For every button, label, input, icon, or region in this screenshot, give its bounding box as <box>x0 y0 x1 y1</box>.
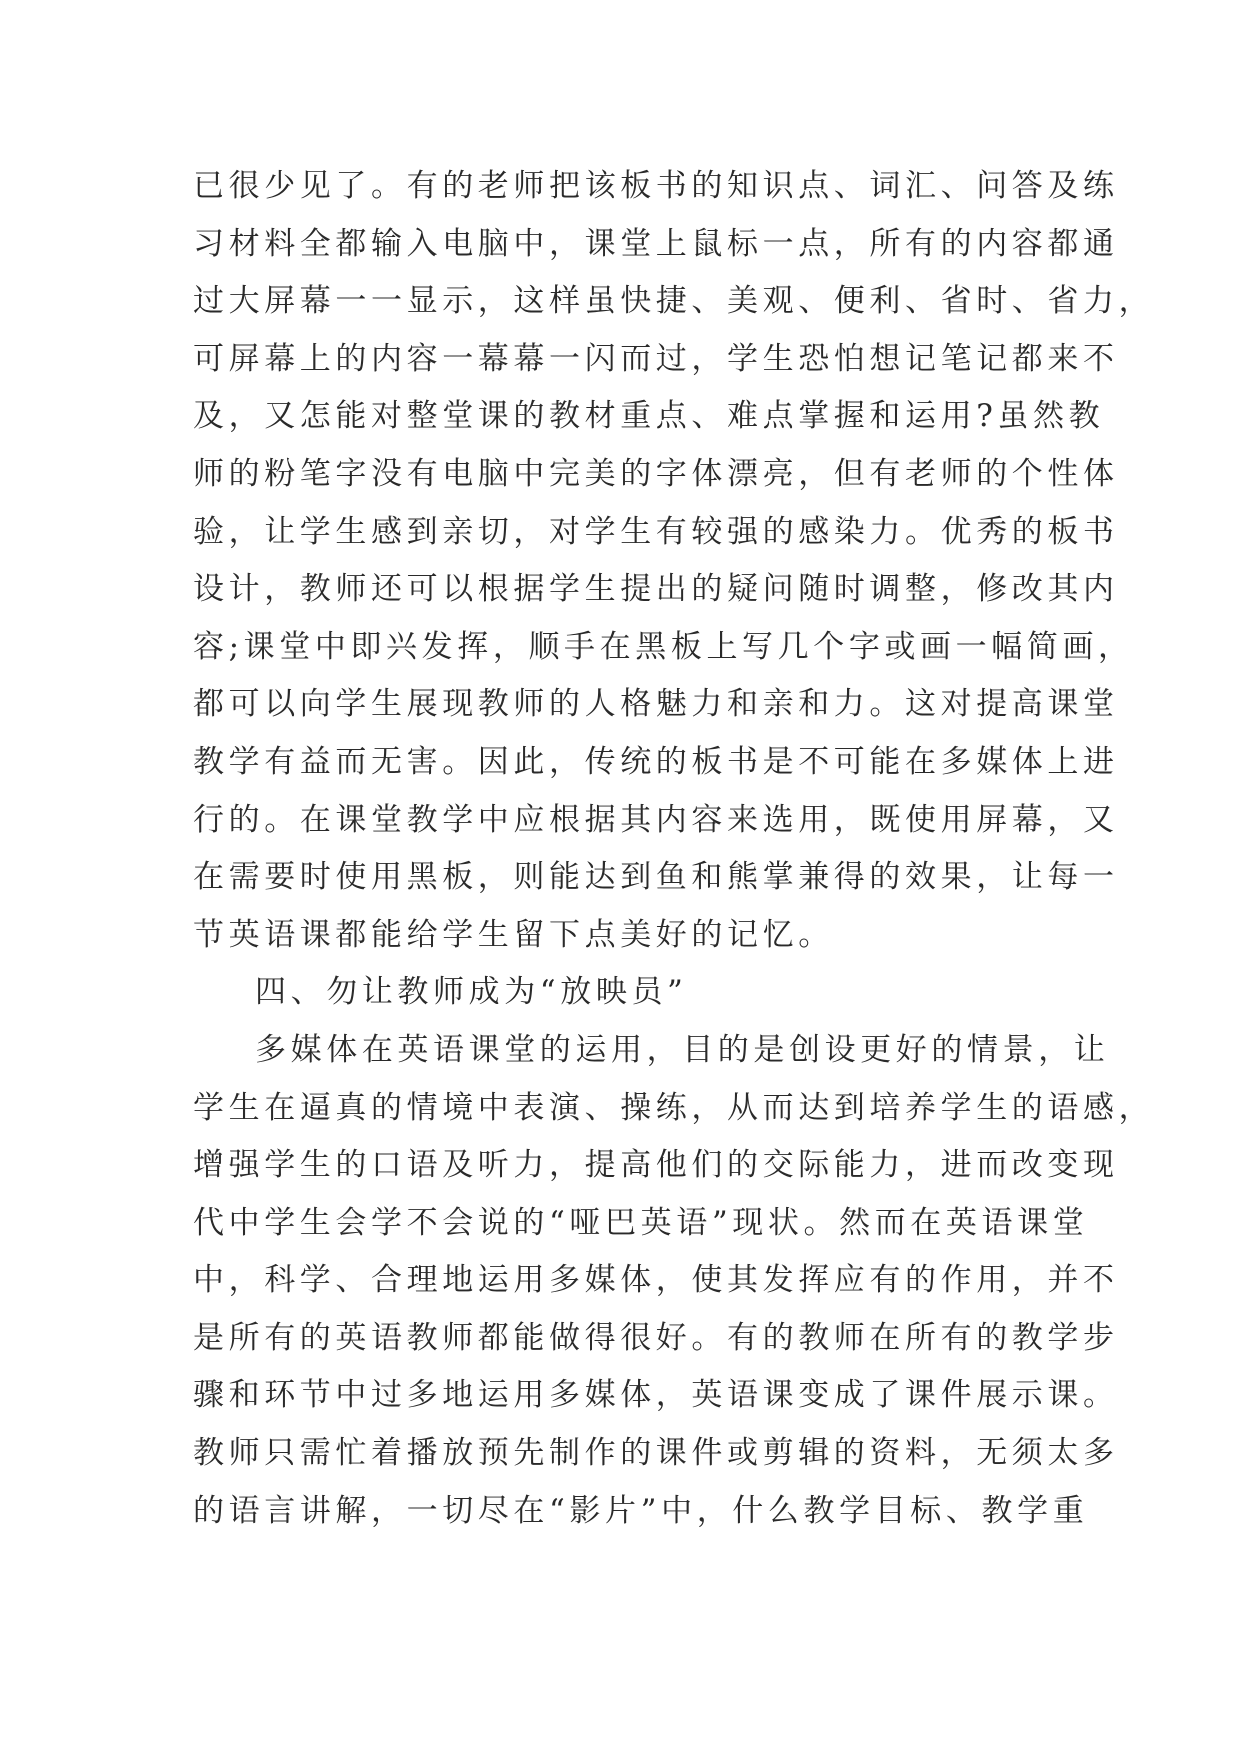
text-line: 节英语课都能给学生留下点美好的记忆。 <box>193 916 834 953</box>
text-line: 骤和环节中过多地运用多媒体，英语课变成了课件展示课。 <box>193 1377 1119 1414</box>
text-line: 教师只需忙着播放预先制作的课件或剪辑的资料，无须太多 <box>193 1435 1119 1472</box>
text-line: 习材料全都输入电脑中，课堂上鼠标一点，所有的内容都通 <box>193 225 1119 262</box>
text-line: 中，科学、合理地运用多媒体，使其发挥应有的作用，并不 <box>193 1262 1119 1299</box>
text-line: 验，让学生感到亲切，对学生有较强的感染力。优秀的板书 <box>193 513 1119 550</box>
text-line: 已很少见了。有的老师把该板书的知识点、词汇、问答及练 <box>193 168 1119 204</box>
text-line: 多媒体在英语课堂的运用，目的是创设更好的情景，让 <box>255 1031 1110 1068</box>
text-line: 是所有的英语教师都能做得很好。有的教师在所有的教学步 <box>193 1319 1119 1356</box>
text-line: 教学有益而无害。因此，传统的板书是不可能在多媒体上进 <box>193 743 1119 780</box>
text-line: 容;课堂中即兴发挥，顺手在黑板上写几个字或画一幅简画， <box>193 628 1134 665</box>
text-line: 增强学生的口语及听力，提高他们的交际能力，进而改变现 <box>193 1147 1119 1184</box>
text-line: 在需要时使用黑板，则能达到鱼和熊掌兼得的效果，让每一 <box>193 859 1119 896</box>
text-line: 设计，教师还可以根据学生提出的疑问随时调整，修改其内 <box>193 571 1119 608</box>
text-line: 可屏幕上的内容一幕幕一闪而过，学生恐怕想记笔记都来不 <box>193 340 1119 377</box>
text-line: 学生在逼真的情境中表演、操练，从而达到培养学生的语感， <box>193 1089 1155 1126</box>
text-line: 师的粉笔字没有电脑中完美的字体漂亮，但有老师的个性体 <box>193 455 1119 492</box>
body-text <box>193 158 1155 1540</box>
text-line: 都可以向学生展现教师的人格魅力和亲和力。这对提高课堂 <box>193 686 1119 723</box>
text-line: 及，又怎能对整堂课的教材重点、难点掌握和运用?虽然教 <box>193 398 1105 435</box>
text-line: 过大屏幕一一显示，这样虽快捷、美观、便利、省时、省力， <box>193 283 1155 320</box>
text-line: 的语言讲解，一切尽在“影片”中，什么教学目标、教学重 <box>193 1492 1089 1529</box>
section-heading: 四、勿让教师成为“放映员” <box>255 974 688 1011</box>
text-line: 代中学生会学不会说的“哑巴英语”现状。然而在英语课堂 <box>193 1204 1089 1241</box>
text-line: 行的。在课堂教学中应根据其内容来选用，既使用屏幕，又 <box>193 801 1119 838</box>
